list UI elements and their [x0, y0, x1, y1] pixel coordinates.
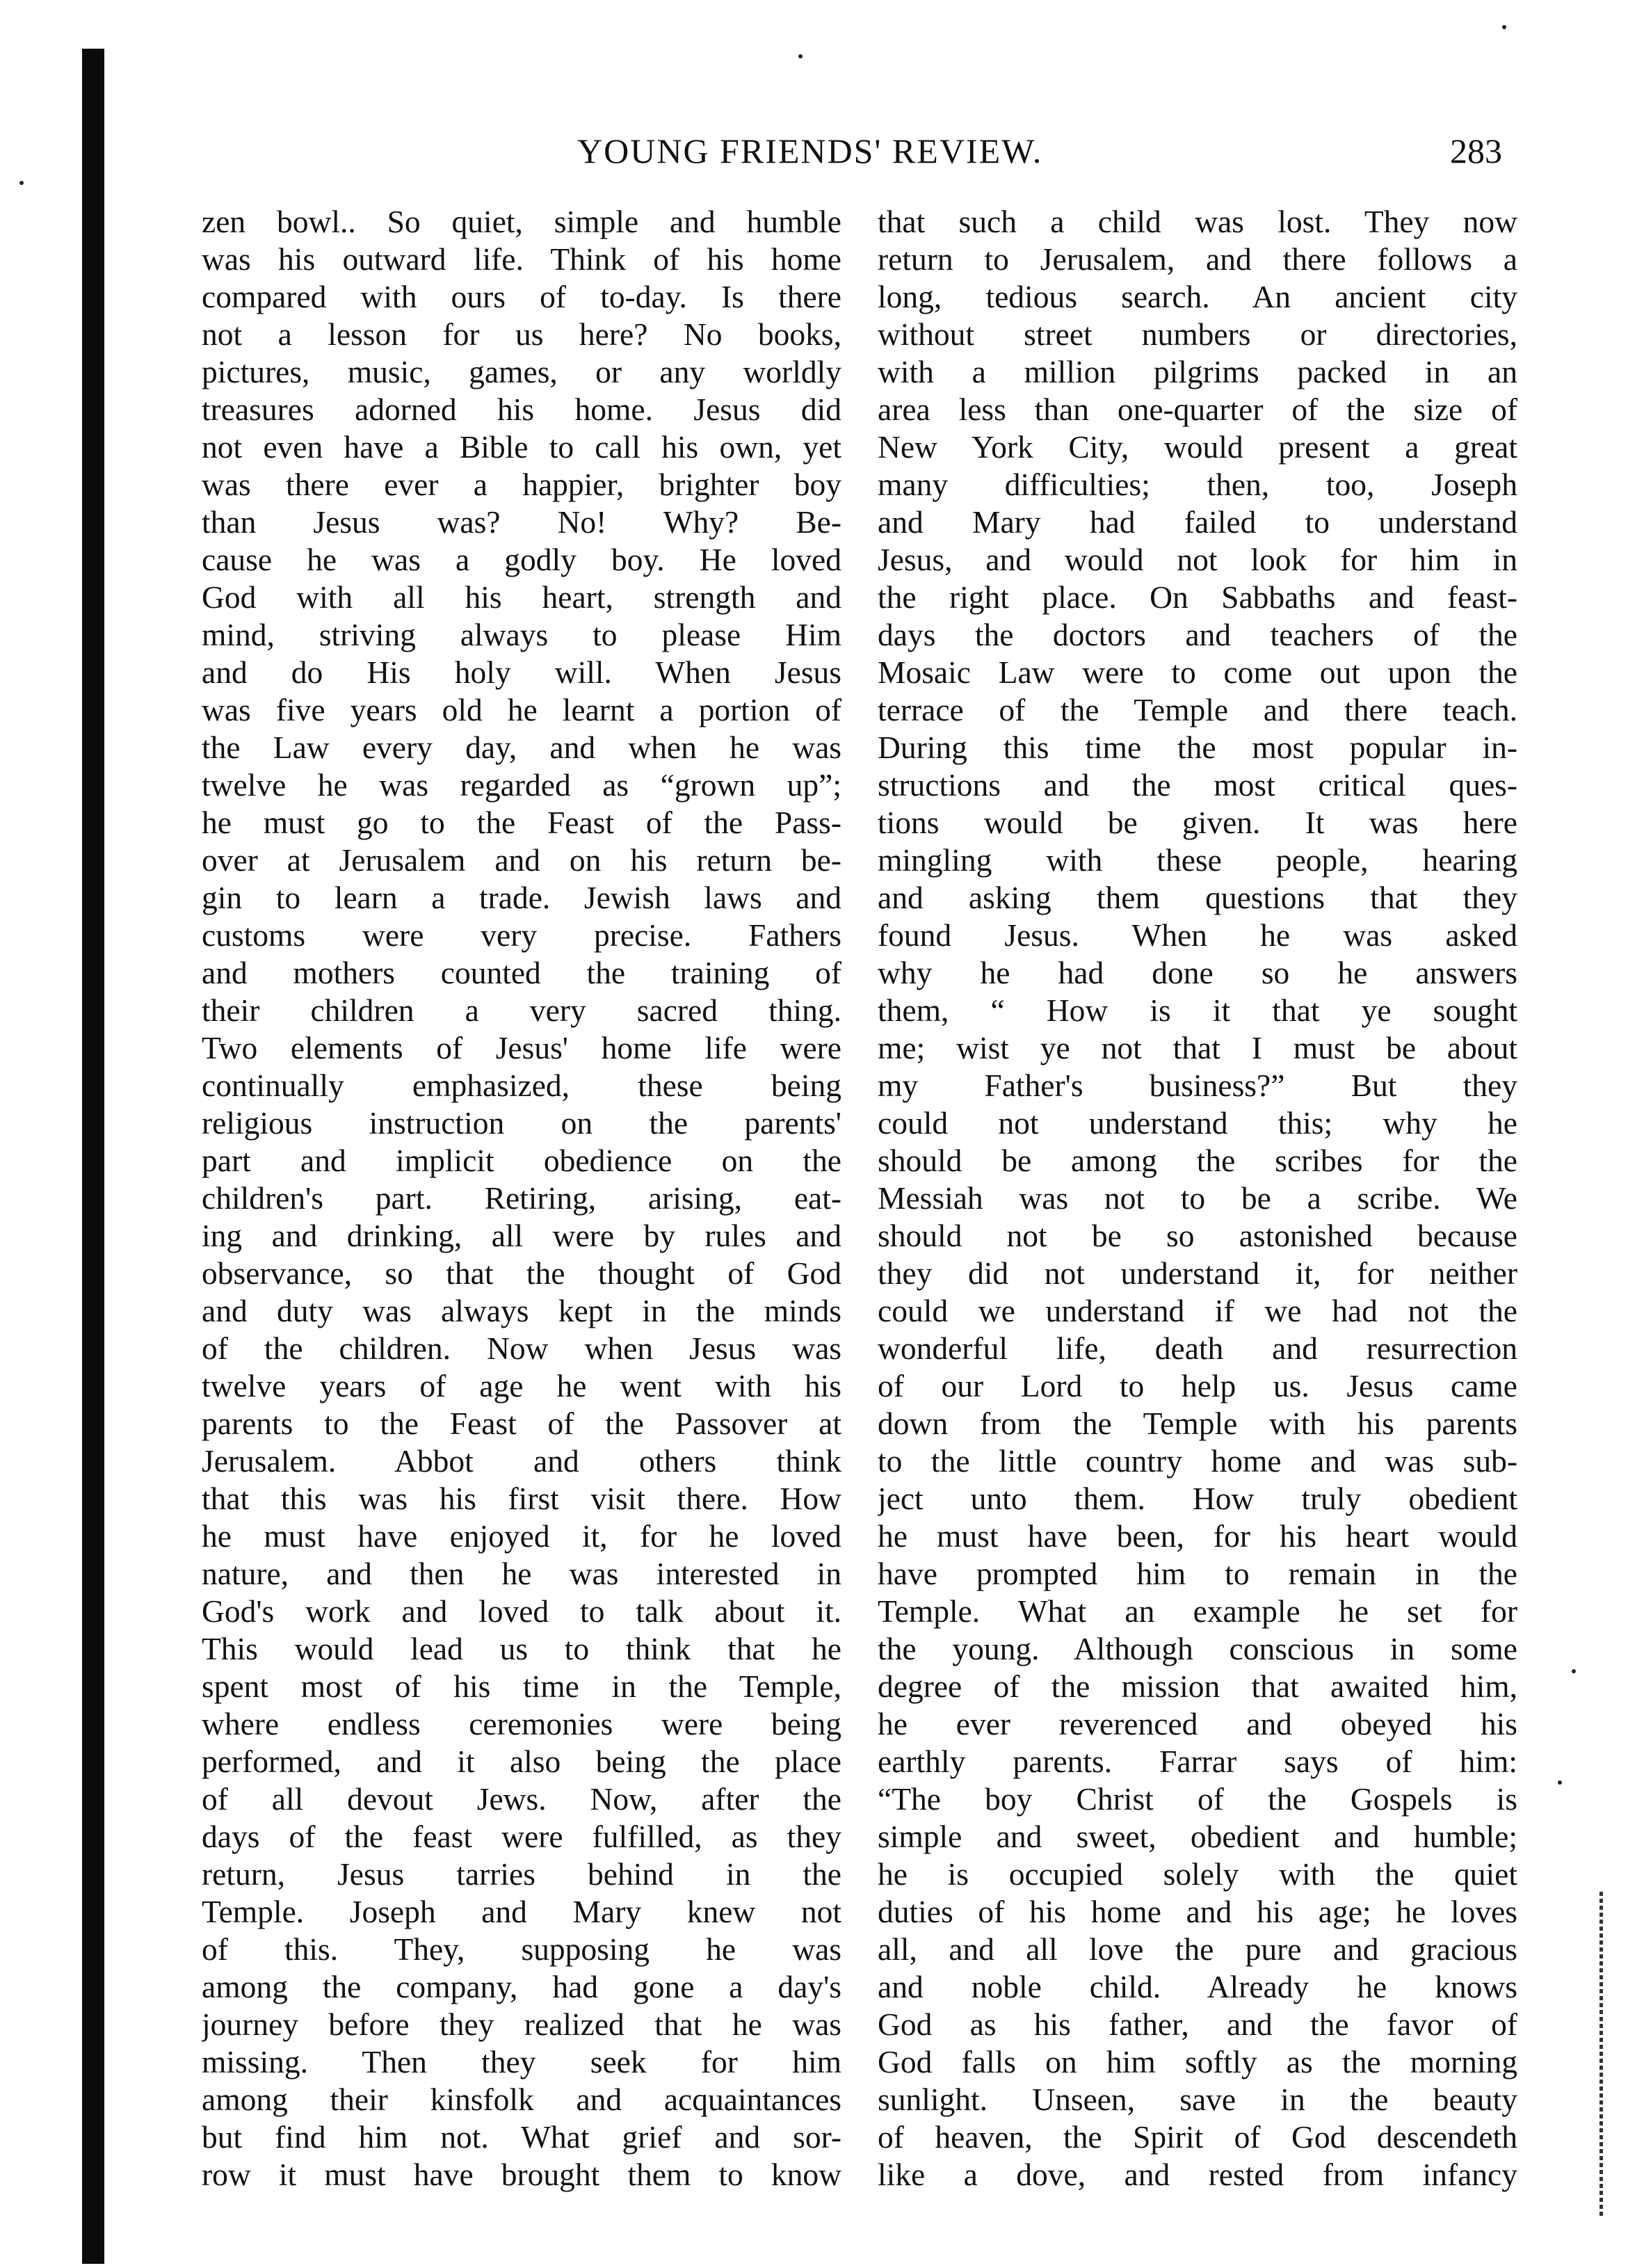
- scan-speck: [798, 54, 803, 58]
- running-title: YOUNG FRIENDS' REVIEW.: [577, 131, 1043, 170]
- text-line: terrace of the Temple and there teach.: [878, 692, 1517, 727]
- text-line: down from the Temple with his parents: [878, 1406, 1517, 1441]
- text-line: twelve years of age he went with his: [202, 1368, 841, 1404]
- text-line: without street numbers or directories,: [878, 316, 1517, 352]
- text-line: their children a very sacred thing.: [202, 992, 841, 1028]
- text-line: structions and the most critical ques-: [878, 767, 1517, 803]
- text-line: could not understand this; why he: [878, 1105, 1517, 1141]
- text-line: compared with ours of to-day. Is there: [202, 279, 841, 314]
- text-line: of heaven, the Spirit of God descendeth: [878, 2119, 1517, 2155]
- text-line: “The boy Christ of the Gospels is: [878, 1781, 1517, 1817]
- text-line: religious instruction on the parents': [202, 1105, 841, 1141]
- text-line: return, Jesus tarries behind in the: [202, 1856, 841, 1892]
- text-line: performed, and it also being the place: [202, 1744, 841, 1779]
- text-line: Two elements of Jesus' home life were: [202, 1030, 841, 1065]
- text-line: among their kinsfolk and acquaintances: [202, 2082, 841, 2117]
- text-line: long, tedious search. An ancient city: [878, 279, 1517, 314]
- text-line: This would lead us to think that he: [202, 1631, 841, 1666]
- text-line: mind, striving always to please Him: [202, 617, 841, 652]
- text-line: and do His holy will. When Jesus: [202, 654, 841, 690]
- text-line: wonderful life, death and resurrection: [878, 1330, 1517, 1366]
- text-line: During this time the most popular in-: [878, 730, 1517, 765]
- text-line: with a million pilgrims packed in an: [878, 354, 1517, 389]
- text-line: all, and all love the pure and gracious: [878, 1931, 1517, 1967]
- text-line: return to Jerusalem, and there follows a: [878, 241, 1517, 277]
- text-line: parents to the Feast of the Passover at: [202, 1406, 841, 1441]
- scan-speck: [1572, 1669, 1576, 1673]
- text-line: should not be so astonished because: [878, 1218, 1517, 1253]
- text-line: they did not understand it, for neither: [878, 1255, 1517, 1291]
- text-line: treasures adorned his home. Jesus did: [202, 392, 841, 427]
- text-line: Jerusalem. Abbot and others think: [202, 1443, 841, 1479]
- text-line: spent most of his time in the Temple,: [202, 1668, 841, 1704]
- text-line: God falls on him softly as the morning: [878, 2044, 1517, 2080]
- text-line: and asking them questions that they: [878, 880, 1517, 915]
- text-line: earthly parents. Farrar says of him:: [878, 1744, 1517, 1779]
- text-line: mingling with these people, hearing: [878, 842, 1517, 878]
- text-line: he ever reverenced and obeyed his: [878, 1706, 1517, 1742]
- text-line: Temple. Joseph and Mary knew not: [202, 1894, 841, 1929]
- text-line: nature, and then he was interested in: [202, 1556, 841, 1591]
- text-line: of our Lord to help us. Jesus came: [878, 1368, 1517, 1404]
- text-line: Mosaic Law were to come out upon the: [878, 654, 1517, 690]
- text-line: the right place. On Sabbaths and feast-: [878, 579, 1517, 615]
- text-line: but find him not. What grief and sor-: [202, 2119, 841, 2155]
- text-line: simple and sweet, obedient and humble;: [878, 1819, 1517, 1854]
- text-line: have prompted him to remain in the: [878, 1556, 1517, 1591]
- text-line: missing. Then they seek for him: [202, 2044, 841, 2080]
- text-line: zen bowl.. So quiet, simple and humble: [202, 204, 841, 239]
- text-line: not even have a Bible to call his own, yet: [202, 429, 841, 465]
- text-line: days the doctors and teachers of the: [878, 617, 1517, 652]
- text-line: Messiah was not to be a scribe. We: [878, 1180, 1517, 1216]
- scan-speck: [1502, 25, 1506, 29]
- text-line: was there ever a happier, brighter boy: [202, 467, 841, 502]
- text-line: and mothers counted the training of: [202, 955, 841, 990]
- text-line: he is occupied solely with the quiet: [878, 1856, 1517, 1892]
- text-line: why he had done so he answers: [878, 955, 1517, 990]
- text-line: twelve he was regarded as “grown up”;: [202, 767, 841, 803]
- text-line: days of the feast were fulfilled, as they: [202, 1819, 841, 1854]
- text-line: among the company, had gone a day's: [202, 1969, 841, 2004]
- text-line: and noble child. Already he knows: [878, 1969, 1517, 2004]
- text-line: continually emphasized, these being: [202, 1068, 841, 1103]
- text-line: observance, so that the thought of God: [202, 1255, 841, 1291]
- text-column-left: [202, 203, 841, 2194]
- text-line: the young. Although conscious in some: [878, 1631, 1517, 1666]
- scan-speck: [19, 181, 24, 185]
- text-line: that such a child was lost. They now: [878, 204, 1517, 239]
- scan-speck: [1558, 1780, 1562, 1785]
- text-line: God's work and loved to talk about it.: [202, 1593, 841, 1629]
- text-line: than Jesus was? No! Why? Be-: [202, 504, 841, 540]
- text-line: to the little country home and was sub-: [878, 1443, 1517, 1479]
- text-line: pictures, music, games, or any worldly: [202, 354, 841, 389]
- text-line: Jesus, and would not look for him in: [878, 542, 1517, 577]
- running-head: [209, 131, 1502, 179]
- text-line: ject unto them. How truly obedient: [878, 1481, 1517, 1516]
- text-line: God as his father, and the favor of: [878, 2006, 1517, 2042]
- text-line: journey before they realized that he was: [202, 2006, 841, 2042]
- text-line: row it must have brought them to know: [202, 2157, 841, 2192]
- margin-rule: [1599, 1892, 1603, 2219]
- text-line: me; wist ye not that I must be about: [878, 1030, 1517, 1065]
- text-line: of all devout Jews. Now, after the: [202, 1781, 841, 1817]
- text-line: like a dove, and rested from infancy: [878, 2157, 1517, 2192]
- text-column-right: [878, 203, 1517, 2194]
- text-line: sunlight. Unseen, save in the beauty: [878, 2082, 1517, 2117]
- text-line: area less than one-quarter of the size of: [878, 392, 1517, 427]
- text-line: and Mary had failed to understand: [878, 504, 1517, 540]
- text-line: should be among the scribes for the: [878, 1143, 1517, 1178]
- text-line: my Father's business?” But they: [878, 1068, 1517, 1103]
- text-line: of the children. Now when Jesus was: [202, 1330, 841, 1366]
- text-line: children's part. Retiring, arising, eat-: [202, 1180, 841, 1216]
- text-line: over at Jerusalem and on his return be-: [202, 842, 841, 878]
- text-line: found Jesus. When he was asked: [878, 917, 1517, 953]
- text-line: them, “ How is it that ye sought: [878, 992, 1517, 1028]
- text-line: that this was his first visit there. How: [202, 1481, 841, 1516]
- text-line: he must go to the Feast of the Pass-: [202, 805, 841, 840]
- text-line: he must have enjoyed it, for he loved: [202, 1518, 841, 1554]
- text-line: degree of the mission that awaited him,: [878, 1668, 1517, 1704]
- text-line: was his outward life. Think of his home: [202, 241, 841, 277]
- text-line: part and implicit obedience on the: [202, 1143, 841, 1178]
- text-line: could we understand if we had not the: [878, 1293, 1517, 1328]
- text-line: was five years old he learnt a portion of: [202, 692, 841, 727]
- text-line: where endless ceremonies were being: [202, 1706, 841, 1742]
- text-line: cause he was a godly boy. He loved: [202, 542, 841, 577]
- page-number: 283: [1450, 131, 1502, 170]
- text-line: customs were very precise. Fathers: [202, 917, 841, 953]
- text-line: and duty was always kept in the minds: [202, 1293, 841, 1328]
- text-line: not a lesson for us here? No books,: [202, 316, 841, 352]
- text-line: the Law every day, and when he was: [202, 730, 841, 765]
- text-line: of this. They, supposing he was: [202, 1931, 841, 1967]
- text-line: gin to learn a trade. Jewish laws and: [202, 880, 841, 915]
- text-line: he must have been, for his heart would: [878, 1518, 1517, 1554]
- text-line: many difficulties; then, too, Joseph: [878, 467, 1517, 502]
- text-line: tions would be given. It was here: [878, 805, 1517, 840]
- text-line: Temple. What an example he set for: [878, 1593, 1517, 1629]
- text-line: New York City, would present a great: [878, 429, 1517, 465]
- text-line: ing and drinking, all were by rules and: [202, 1218, 841, 1253]
- text-line: God with all his heart, strength and: [202, 579, 841, 615]
- text-line: duties of his home and his age; he loves: [878, 1894, 1517, 1929]
- book-binding-edge: [82, 49, 104, 2264]
